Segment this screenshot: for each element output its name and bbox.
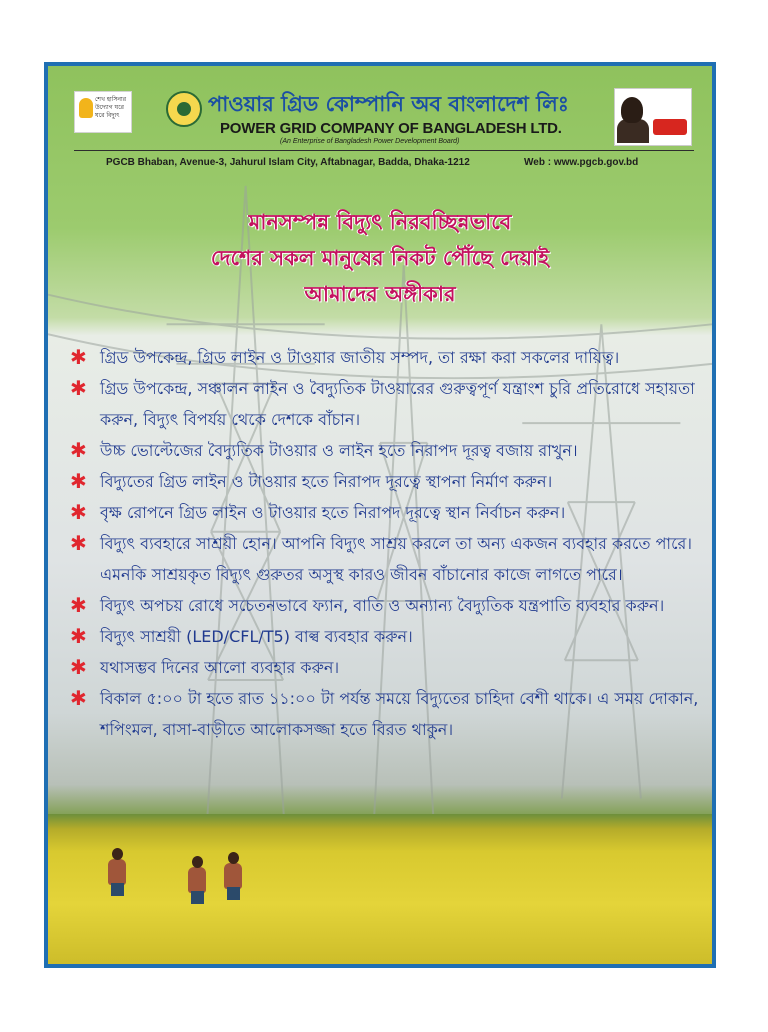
slogan-line-2: দেশের সকল মানুষের নিকট পৌঁছে দেয়াই (210, 246, 550, 270)
list-item: ✱ গ্রিড উপকেন্দ্র, গ্রিড লাইন ও টাওয়ার জাতীয় সম্পদ, তা রক্ষা করা সকলের দায়িত্ব। (70, 342, 710, 373)
safety-points-list (70, 342, 710, 745)
asterisk-bullet-icon: ✱ (70, 438, 87, 462)
company-title-english: POWER GRID COMPANY OF BANGLADESH LTD. (220, 120, 562, 137)
header-divider (74, 150, 694, 151)
company-website: Web : www.pgcb.gov.bd (524, 157, 639, 168)
list-item: ✱ বিদ্যুৎ ব্যবহারে সাশ্রয়ী হোন। আপনি বিদ্যুৎ সাশ্রয় করলে তা অন্য একজন ব্যবহার করতে পারে। এমনকি সাশ্রয়কৃত বিদ্যুৎ গুরুতর অসুস্থ কারও জীবন বাঁচানোর কাজে লাগতে পারে। (70, 528, 710, 590)
poster (44, 62, 716, 968)
list-item: ✱ গ্রিড উপকেন্দ্র, সঞ্চালন লাইন ও বৈদ্যুতিক টাওয়ারের গুরুত্বপূর্ণ যন্ত্রাংশ চুরি প্রতিরোধে সহায়তা করুন, বিদ্যুৎ বিপর্যয় থেকে দেশকে বাঁচান। (70, 373, 710, 435)
asterisk-bullet-icon: ✱ (70, 593, 87, 617)
list-item: ✱ বিকাল ৫:০০ টা হতে রাত ১১:০০ টা পর্যন্ত সময়ে বিদ্যুতের চাহিদা বেশী থাকে। এ সময় দোকান, শপিংমল, বাসা-বাড়ীতে আলোকসজ্জা হতে বিরত থাকুন। (70, 683, 710, 745)
asterisk-bullet-icon: ✱ (70, 469, 87, 493)
list-item: ✱ উচ্চ ভোল্টেজের বৈদ্যুতিক টাওয়ার ও লাইন হতে নিরাপদ দূরত্ব বজায় রাখুন। (70, 435, 710, 466)
list-item: ✱ বিদ্যুৎ সাশ্রয়ী (LED/CFL/T5) বাল্ব ব্যবহার করুন। (70, 621, 710, 652)
header (48, 66, 712, 174)
asterisk-bullet-icon: ✱ (70, 624, 87, 648)
mustard-field-photo (48, 814, 712, 964)
company-address: PGCB Bhaban, Avenue-3, Jahurul Islam City, Aftabnagar, Badda, Dhaka-1212 (106, 157, 470, 168)
asterisk-bullet-icon: ✱ (70, 686, 87, 710)
list-item: ✱ বৃক্ষ রোপনে গ্রিড লাইন ও টাওয়ার হতে নিরাপদ দূরত্বে স্থান নির্বাচন করুন। (70, 497, 710, 528)
pdb-seal-icon (166, 91, 202, 127)
child-figure (188, 856, 206, 904)
slogan-line-1: মানসম্পন্ন বিদ্যুৎ নিরবচ্ছিন্নভাবে (248, 210, 512, 234)
portrait-logo-icon (614, 88, 692, 146)
slogan-line-3: আমাদের অঙ্গীকার (304, 282, 456, 306)
sheikh-hasina-initiative-logo (74, 91, 132, 133)
company-title-bangla: পাওয়ার গ্রিড কোম্পানি অব বাংলাদেশ লিঃ (208, 92, 570, 116)
company-subtitle: (An Enterprise of Bangladesh Power Development Board) (280, 138, 460, 145)
list-item: ✱ বিদ্যুতের গ্রিড লাইন ও টাওয়ার হতে নিরাপদ দূরত্বে স্থাপনা নির্মাণ করুন। (70, 466, 710, 497)
asterisk-bullet-icon: ✱ (70, 655, 87, 679)
asterisk-bullet-icon: ✱ (70, 500, 87, 524)
asterisk-bullet-icon: ✱ (70, 531, 87, 555)
asterisk-bullet-icon: ✱ (70, 376, 87, 400)
asterisk-bullet-icon: ✱ (70, 345, 87, 369)
list-item: ✱ বিদ্যুৎ অপচয় রোধে সচেতনভাবে ফ্যান, বাতি ও অন্যান্য বৈদ্যুতিক যন্ত্রপাতি ব্যবহার করুন। (70, 590, 710, 621)
list-item: ✱ যথাসম্ভব দিনের আলো ব্যবহার করুন। (70, 652, 710, 683)
bulb-logo-icon (79, 98, 93, 118)
child-figure (224, 852, 242, 900)
left-logo-text: শেখ হাসিনার উদ্যোগ ঘরে ঘরে বিদ্যুৎ (95, 96, 127, 119)
child-figure (108, 848, 126, 896)
